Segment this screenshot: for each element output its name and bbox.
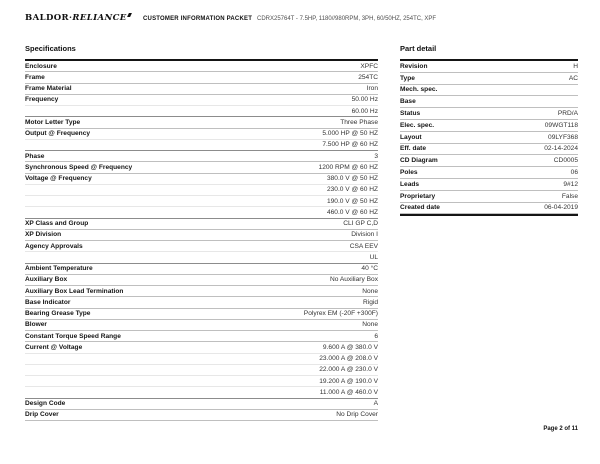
row-value: CLI GP C,D bbox=[343, 220, 378, 228]
table-row bbox=[25, 140, 378, 151]
row-value: Rigid bbox=[362, 298, 378, 306]
row-label: XP Class and Group bbox=[25, 220, 89, 228]
table-row bbox=[25, 95, 378, 106]
row-label: Design Code bbox=[25, 400, 66, 408]
part-detail-title: Part detail bbox=[400, 44, 437, 53]
row-value: No Auxiliary Box bbox=[329, 276, 378, 284]
row-value: UL bbox=[369, 253, 378, 261]
row-label: Proprietary bbox=[400, 192, 436, 200]
row-label: Enclosure bbox=[25, 62, 57, 70]
specifications-title: Specifications bbox=[25, 44, 76, 53]
row-label: Leads bbox=[400, 180, 420, 188]
row-value: 230.0 V @ 60 HZ bbox=[326, 186, 378, 194]
table-row bbox=[25, 129, 378, 140]
row-label: Output @ Frequency bbox=[25, 130, 91, 138]
row-value: 11.000 A @ 460.0 V bbox=[319, 388, 378, 396]
specifications-rows bbox=[25, 59, 378, 421]
row-value: 50.00 Hz bbox=[351, 96, 378, 104]
row-value: CD0005 bbox=[553, 157, 578, 165]
row-label: Motor Letter Type bbox=[25, 118, 81, 126]
row-label: Blower bbox=[25, 321, 47, 329]
row-label: Frame bbox=[25, 73, 45, 81]
table-row bbox=[25, 61, 378, 72]
table-row bbox=[25, 219, 378, 230]
table-row bbox=[25, 275, 378, 286]
page-number: Page 2 of 11 bbox=[543, 426, 578, 432]
row-value: 6 bbox=[374, 332, 378, 340]
row-label: Base Indicator bbox=[25, 298, 71, 306]
row-value: H bbox=[573, 62, 578, 70]
row-value: 9.600 A @ 380.0 V bbox=[322, 343, 378, 351]
row-label: Status bbox=[400, 110, 421, 118]
table-row bbox=[25, 162, 378, 173]
table-row bbox=[25, 207, 378, 218]
row-label: Drip Cover bbox=[25, 411, 59, 419]
table-row bbox=[25, 399, 378, 410]
table-row bbox=[25, 376, 378, 387]
table-row bbox=[400, 73, 578, 85]
row-value: 380.0 V @ 50 HZ bbox=[326, 175, 378, 183]
row-value: 40 °C bbox=[361, 265, 378, 273]
row-label: Agency Approvals bbox=[25, 242, 83, 250]
row-value: 190.0 V @ 50 HZ bbox=[326, 197, 378, 205]
logo-baldor-text: BALDOR bbox=[25, 13, 69, 23]
document-title: CUSTOMER INFORMATION PACKET bbox=[143, 16, 253, 22]
baldor-reliance-logo bbox=[25, 13, 131, 23]
table-row bbox=[400, 179, 578, 191]
row-value: None bbox=[362, 287, 378, 295]
row-value: No Drip Cover bbox=[336, 411, 378, 419]
row-label: Phase bbox=[25, 152, 45, 160]
row-value: Polyrex EM (-20F +300F) bbox=[303, 310, 378, 318]
row-label: Current @ Voltage bbox=[25, 343, 83, 351]
table-row bbox=[25, 410, 378, 421]
row-value: 06 bbox=[570, 169, 578, 177]
row-label: Ambient Temperature bbox=[25, 265, 93, 273]
row-label: Voltage @ Frequency bbox=[25, 175, 92, 183]
row-value: PRD/A bbox=[557, 110, 578, 118]
table-row bbox=[400, 108, 578, 120]
row-label: Revision bbox=[400, 62, 428, 70]
row-label: Poles bbox=[400, 169, 418, 177]
row-label: Eff. date bbox=[400, 145, 427, 153]
row-label: Auxiliary Box bbox=[25, 276, 68, 284]
logo-reliance-text: RELIANCE bbox=[72, 13, 127, 23]
row-value: 06-04-2019 bbox=[544, 204, 578, 212]
part-detail-table bbox=[400, 44, 578, 216]
row-label: Synchronous Speed @ Frequency bbox=[25, 163, 133, 171]
row-value: Iron bbox=[366, 85, 378, 93]
row-label: Layout bbox=[400, 133, 422, 141]
row-label: Auxiliary Box Lead Termination bbox=[25, 287, 124, 295]
row-value: 22.000 A @ 230.0 V bbox=[319, 366, 378, 374]
table-row bbox=[25, 106, 378, 117]
table-row bbox=[400, 203, 578, 215]
table-row bbox=[400, 144, 578, 156]
row-value: False bbox=[561, 192, 578, 200]
table-row bbox=[25, 365, 378, 376]
table-row bbox=[400, 96, 578, 108]
table-row bbox=[25, 354, 378, 365]
table-row bbox=[400, 191, 578, 203]
row-value: 9#12 bbox=[563, 180, 578, 188]
row-label: Bearing Grease Type bbox=[25, 310, 91, 318]
table-row bbox=[25, 151, 378, 162]
row-value: 254TC bbox=[358, 73, 378, 81]
table-row bbox=[25, 320, 378, 331]
row-value: 02-14-2024 bbox=[544, 145, 578, 153]
row-label: Frequency bbox=[25, 96, 59, 104]
table-row bbox=[25, 185, 378, 196]
table-row bbox=[25, 331, 378, 342]
logo-dot: · bbox=[69, 13, 73, 23]
row-label: Frame Material bbox=[25, 85, 72, 93]
product-description: CDRX25764T - 7.5HP, 1180//980RPM, 3PH, 60/50HZ, 254TC, XPF bbox=[257, 16, 437, 22]
row-value: None bbox=[362, 321, 378, 329]
table-row bbox=[400, 85, 578, 97]
table-row bbox=[25, 241, 378, 252]
row-value: 09LYF368 bbox=[548, 133, 578, 141]
table-row bbox=[25, 297, 378, 308]
reliance-trademark-flag-icon bbox=[127, 13, 132, 17]
row-value: A bbox=[373, 400, 378, 408]
row-value: 7.500 HP @ 60 HZ bbox=[322, 141, 378, 149]
specifications-table bbox=[25, 44, 378, 421]
table-row bbox=[25, 196, 378, 207]
row-value: CSA EEV bbox=[349, 242, 378, 250]
table-row bbox=[400, 61, 578, 73]
row-value: AC bbox=[568, 74, 578, 82]
row-label: CD Diagram bbox=[400, 157, 438, 165]
row-value: 19.200 A @ 190.0 V bbox=[319, 377, 378, 385]
table-row bbox=[25, 387, 378, 398]
row-value: 60.00 Hz bbox=[351, 107, 378, 115]
table-row bbox=[25, 230, 378, 241]
table-row bbox=[400, 132, 578, 144]
row-value: 1200 RPM @ 60 HZ bbox=[318, 163, 378, 171]
table-row bbox=[25, 342, 378, 353]
row-label: Elec. spec. bbox=[400, 121, 435, 129]
row-value: 3 bbox=[374, 152, 378, 160]
row-value: Division I bbox=[351, 231, 378, 239]
row-label: Created date bbox=[400, 204, 440, 212]
table-row bbox=[25, 286, 378, 297]
row-label: Mech. spec. bbox=[400, 86, 438, 94]
table-row bbox=[25, 84, 378, 95]
row-label: XP Division bbox=[25, 231, 62, 239]
row-value: XPFC bbox=[360, 62, 378, 70]
table-row bbox=[400, 167, 578, 179]
table-row bbox=[25, 174, 378, 185]
row-value: 09WGT118 bbox=[544, 121, 578, 129]
table-row bbox=[25, 72, 378, 83]
part-detail-rows bbox=[400, 59, 578, 216]
row-label: Type bbox=[400, 74, 415, 82]
table-row bbox=[400, 155, 578, 167]
row-value: Three Phase bbox=[340, 118, 378, 126]
row-label: Base bbox=[400, 98, 416, 106]
row-label: Constant Torque Speed Range bbox=[25, 332, 121, 340]
row-value: 460.0 V @ 60 HZ bbox=[326, 208, 378, 216]
row-value: 5.000 HP @ 50 HZ bbox=[322, 130, 378, 138]
table-row bbox=[25, 252, 378, 263]
row-value: 23.000 A @ 208.0 V bbox=[319, 355, 378, 363]
page-header bbox=[25, 12, 578, 26]
table-row bbox=[25, 264, 378, 275]
table-row bbox=[25, 117, 378, 128]
table-row bbox=[25, 309, 378, 320]
table-row bbox=[400, 120, 578, 132]
